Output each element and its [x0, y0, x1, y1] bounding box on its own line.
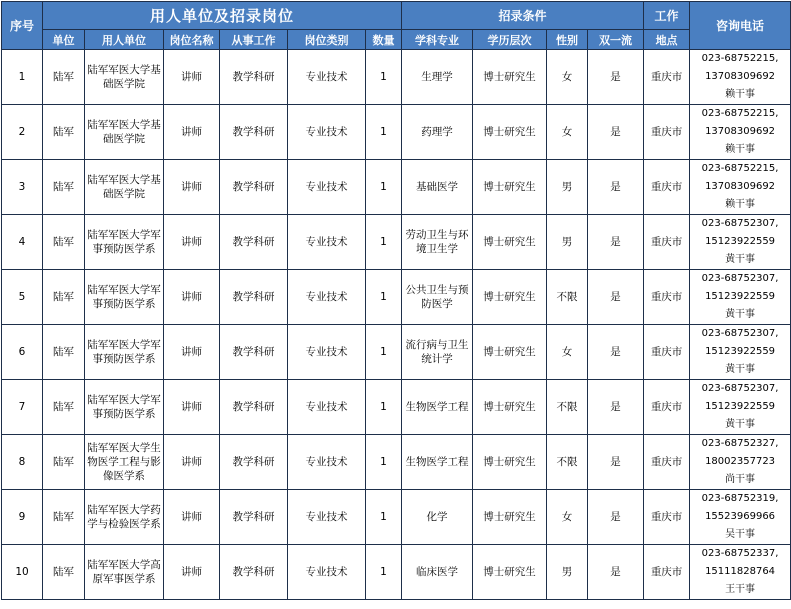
cell-contact [690, 325, 791, 380]
contact-phone-office: 023-68752307, [701, 218, 779, 229]
cell-work: 教学科研 [220, 380, 288, 435]
cell-contact [690, 380, 791, 435]
cell-post-type: 专业技术 [288, 435, 366, 490]
header-location-line2: 地点 [644, 30, 690, 50]
cell-location: 重庆市 [644, 160, 690, 215]
contact-name: 赖干事 [725, 144, 756, 155]
cell-count: 1 [366, 380, 402, 435]
cell-post-name: 讲师 [164, 490, 220, 545]
cell-degree: 博士研究生 [473, 215, 547, 270]
cell-double-first: 是 [588, 325, 644, 380]
cell-employer: 陆军军医大学基础医学院 [85, 160, 164, 215]
cell-unit: 陆军 [43, 325, 85, 380]
cell-major: 流行病与卫生统计学 [402, 325, 473, 380]
cell-major: 药理学 [402, 105, 473, 160]
contact-phone-office: 023-68752307, [701, 383, 779, 394]
cell-location: 重庆市 [644, 50, 690, 105]
cell-post-type: 专业技术 [288, 105, 366, 160]
cell-unit: 陆军 [43, 490, 85, 545]
cell-post-type: 专业技术 [288, 490, 366, 545]
cell-post-type: 专业技术 [288, 215, 366, 270]
cell-double-first: 是 [588, 435, 644, 490]
contact-phone-office: 023-68752215, [701, 163, 779, 174]
cell-double-first: 是 [588, 50, 644, 105]
contact-name: 尚干事 [725, 474, 756, 485]
contact-name: 黄干事 [725, 419, 756, 430]
cell-post-name: 讲师 [164, 50, 220, 105]
table-row [2, 270, 791, 325]
table-row [2, 380, 791, 435]
contact-phone-mobile: 15123922559 [705, 346, 776, 357]
cell-employer: 陆军军医大学生物医学工程与影像医学系 [85, 435, 164, 490]
cell-location: 重庆市 [644, 490, 690, 545]
contact-phone-mobile: 15123922559 [705, 291, 776, 302]
cell-degree: 博士研究生 [473, 160, 547, 215]
header-post-type: 岗位类别 [288, 30, 366, 50]
cell-contact [690, 435, 791, 490]
cell-gender: 不限 [547, 435, 588, 490]
cell-gender: 女 [547, 490, 588, 545]
header-unit: 单位 [43, 30, 85, 50]
cell-gender: 女 [547, 325, 588, 380]
contact-phone-mobile: 15523969966 [705, 511, 776, 522]
cell-double-first: 是 [588, 105, 644, 160]
cell-seq: 2 [2, 105, 43, 160]
cell-major: 公共卫生与预防医学 [402, 270, 473, 325]
contact-phone-office: 023-68752337, [701, 548, 779, 559]
cell-location: 重庆市 [644, 215, 690, 270]
cell-count: 1 [366, 160, 402, 215]
cell-degree: 博士研究生 [473, 270, 547, 325]
table-row [2, 50, 791, 105]
cell-location: 重庆市 [644, 435, 690, 490]
cell-post-type: 专业技术 [288, 380, 366, 435]
header-degree: 学历层次 [473, 30, 547, 50]
contact-name: 吴干事 [725, 529, 756, 540]
cell-seq: 7 [2, 380, 43, 435]
cell-double-first: 是 [588, 270, 644, 325]
cell-post-type: 专业技术 [288, 545, 366, 600]
cell-major: 生物医学工程 [402, 380, 473, 435]
cell-major: 临床医学 [402, 545, 473, 600]
cell-double-first: 是 [588, 160, 644, 215]
contact-phone-office: 023-68752307, [701, 273, 779, 284]
contact-phone-office: 023-68752327, [701, 438, 779, 449]
cell-seq: 6 [2, 325, 43, 380]
cell-major: 生物医学工程 [402, 435, 473, 490]
cell-work: 教学科研 [220, 215, 288, 270]
table-row [2, 105, 791, 160]
cell-major: 化学 [402, 490, 473, 545]
header-major: 学科专业 [402, 30, 473, 50]
contact-phone-office: 023-68752215, [701, 108, 779, 119]
cell-count: 1 [366, 50, 402, 105]
cell-unit: 陆军 [43, 380, 85, 435]
header-gender: 性别 [547, 30, 588, 50]
table-row [2, 160, 791, 215]
cell-location: 重庆市 [644, 545, 690, 600]
cell-work: 教学科研 [220, 435, 288, 490]
cell-seq: 5 [2, 270, 43, 325]
cell-seq: 8 [2, 435, 43, 490]
cell-unit: 陆军 [43, 545, 85, 600]
cell-unit: 陆军 [43, 105, 85, 160]
cell-post-name: 讲师 [164, 545, 220, 600]
recruitment-table [1, 1, 791, 600]
cell-employer: 陆军军医大学基础医学院 [85, 105, 164, 160]
table-row [2, 490, 791, 545]
header-conditions-group: 招录条件 [402, 2, 644, 30]
cell-gender: 不限 [547, 380, 588, 435]
contact-name: 赖干事 [725, 199, 756, 210]
cell-degree: 博士研究生 [473, 435, 547, 490]
header-employer-group: 用人单位及招录岗位 [43, 2, 402, 30]
cell-count: 1 [366, 215, 402, 270]
cell-gender: 男 [547, 545, 588, 600]
cell-unit: 陆军 [43, 215, 85, 270]
contact-phone-mobile: 13708309692 [705, 126, 776, 137]
header-contact: 咨询电话 [690, 2, 791, 50]
header-work: 从事工作 [220, 30, 288, 50]
cell-contact [690, 160, 791, 215]
cell-degree: 博士研究生 [473, 105, 547, 160]
cell-work: 教学科研 [220, 50, 288, 105]
table-row [2, 325, 791, 380]
cell-location: 重庆市 [644, 380, 690, 435]
cell-degree: 博士研究生 [473, 380, 547, 435]
contact-name: 赖干事 [725, 89, 756, 100]
cell-contact [690, 105, 791, 160]
cell-double-first: 是 [588, 490, 644, 545]
cell-post-name: 讲师 [164, 435, 220, 490]
cell-location: 重庆市 [644, 270, 690, 325]
header-location-line1: 工作 [644, 2, 690, 30]
cell-post-name: 讲师 [164, 160, 220, 215]
cell-unit: 陆军 [43, 270, 85, 325]
cell-work: 教学科研 [220, 325, 288, 380]
cell-post-name: 讲师 [164, 270, 220, 325]
cell-contact [690, 490, 791, 545]
cell-count: 1 [366, 270, 402, 325]
cell-seq: 10 [2, 545, 43, 600]
cell-count: 1 [366, 435, 402, 490]
cell-employer: 陆军军医大学军事预防医学系 [85, 380, 164, 435]
cell-work: 教学科研 [220, 160, 288, 215]
cell-degree: 博士研究生 [473, 50, 547, 105]
cell-major: 劳动卫生与环境卫生学 [402, 215, 473, 270]
contact-phone-office: 023-68752319, [701, 493, 779, 504]
cell-count: 1 [366, 545, 402, 600]
cell-gender: 女 [547, 50, 588, 105]
header-employer: 用人单位 [85, 30, 164, 50]
cell-employer: 陆军军医大学药学与检验医学系 [85, 490, 164, 545]
contact-name: 黄干事 [725, 309, 756, 320]
contact-name: 黄干事 [725, 254, 756, 265]
table-row [2, 435, 791, 490]
cell-location: 重庆市 [644, 105, 690, 160]
contact-phone-mobile: 15123922559 [705, 401, 776, 412]
cell-count: 1 [366, 105, 402, 160]
cell-count: 1 [366, 325, 402, 380]
table-row [2, 215, 791, 270]
cell-location: 重庆市 [644, 325, 690, 380]
cell-double-first: 是 [588, 215, 644, 270]
cell-post-name: 讲师 [164, 215, 220, 270]
cell-post-name: 讲师 [164, 325, 220, 380]
contact-phone-mobile: 18002357723 [705, 456, 776, 467]
header-seq: 序号 [2, 2, 43, 50]
cell-degree: 博士研究生 [473, 490, 547, 545]
cell-major: 基础医学 [402, 160, 473, 215]
cell-post-type: 专业技术 [288, 50, 366, 105]
contact-phone-office: 023-68752307, [701, 328, 779, 339]
cell-work: 教学科研 [220, 490, 288, 545]
cell-work: 教学科研 [220, 105, 288, 160]
cell-post-type: 专业技术 [288, 325, 366, 380]
cell-employer: 陆军军医大学基础医学院 [85, 50, 164, 105]
cell-post-name: 讲师 [164, 105, 220, 160]
cell-post-type: 专业技术 [288, 270, 366, 325]
header-count: 数量 [366, 30, 402, 50]
cell-gender: 女 [547, 105, 588, 160]
contact-name: 黄干事 [725, 364, 756, 375]
cell-employer: 陆军军医大学高原军事医学系 [85, 545, 164, 600]
cell-post-name: 讲师 [164, 380, 220, 435]
cell-double-first: 是 [588, 545, 644, 600]
cell-gender: 不限 [547, 270, 588, 325]
cell-contact [690, 215, 791, 270]
cell-contact [690, 545, 791, 600]
contact-phone-mobile: 15111828764 [705, 566, 776, 577]
cell-unit: 陆军 [43, 435, 85, 490]
contact-name: 王干事 [725, 584, 756, 595]
cell-seq: 9 [2, 490, 43, 545]
cell-work: 教学科研 [220, 270, 288, 325]
cell-degree: 博士研究生 [473, 545, 547, 600]
cell-employer: 陆军军医大学军事预防医学系 [85, 215, 164, 270]
cell-unit: 陆军 [43, 50, 85, 105]
cell-employer: 陆军军医大学军事预防医学系 [85, 325, 164, 380]
cell-unit: 陆军 [43, 160, 85, 215]
header-double-first: 双一流 [588, 30, 644, 50]
cell-seq: 1 [2, 50, 43, 105]
cell-post-type: 专业技术 [288, 160, 366, 215]
cell-employer: 陆军军医大学军事预防医学系 [85, 270, 164, 325]
cell-degree: 博士研究生 [473, 325, 547, 380]
cell-contact [690, 50, 791, 105]
cell-double-first: 是 [588, 380, 644, 435]
cell-seq: 4 [2, 215, 43, 270]
table-row [2, 545, 791, 600]
cell-gender: 男 [547, 160, 588, 215]
contact-phone-mobile: 13708309692 [705, 71, 776, 82]
cell-major: 生理学 [402, 50, 473, 105]
cell-count: 1 [366, 490, 402, 545]
contact-phone-mobile: 13708309692 [705, 181, 776, 192]
header-post-name: 岗位名称 [164, 30, 220, 50]
cell-gender: 男 [547, 215, 588, 270]
cell-work: 教学科研 [220, 545, 288, 600]
cell-seq: 3 [2, 160, 43, 215]
contact-phone-mobile: 15123922559 [705, 236, 776, 247]
cell-contact [690, 270, 791, 325]
contact-phone-office: 023-68752215, [701, 53, 779, 64]
